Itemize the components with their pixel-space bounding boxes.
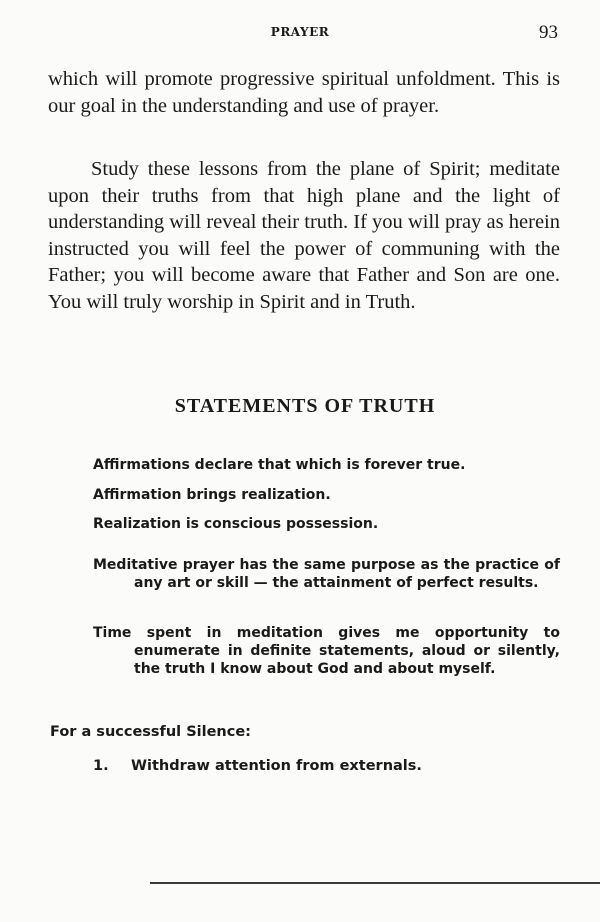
running-head	[0, 22, 600, 42]
silence-step	[93, 758, 422, 774]
page-bottom-rule	[150, 882, 600, 884]
section-heading: STATEMENTS OF TRUTH	[174, 395, 436, 417]
page-number: 93	[539, 22, 558, 43]
affirmation-item: Affirmation brings realization.	[93, 487, 331, 503]
paragraph-study-lessons: Study these lessons from the plane of Spirit; meditate upon their truths from that high plane and the light of understanding will reveal their truth. If you will pray as herein instructed you will feel the power of communing with the Father; you will become aware that Father and Son are one. You will truly worship in Spirit and in Truth.	[48, 158, 560, 313]
running-title: PRAYER	[270, 25, 330, 39]
paragraph-continuation: which will promote progressive spiritual unfoldment. This is our goal in the understanding and use of prayer.	[48, 68, 560, 117]
step-text: Withdraw attention from externals.	[131, 758, 422, 774]
affirmation-item: Realization is conscious possession.	[93, 516, 379, 532]
affirmation-item: Meditative prayer has the same purpose as the practice of any art or skill — the attainment of perfect results.	[93, 557, 560, 591]
affirmation-item: Time spent in meditation gives me opportunity to enumerate in definite statements, aloud or silently, the truth I know about God and about myself.	[93, 625, 560, 677]
silence-label: For a successful Silence:	[50, 724, 251, 740]
step-number: 1.	[93, 758, 109, 774]
affirmation-item: Affirmations declare that which is forever true.	[93, 457, 466, 473]
